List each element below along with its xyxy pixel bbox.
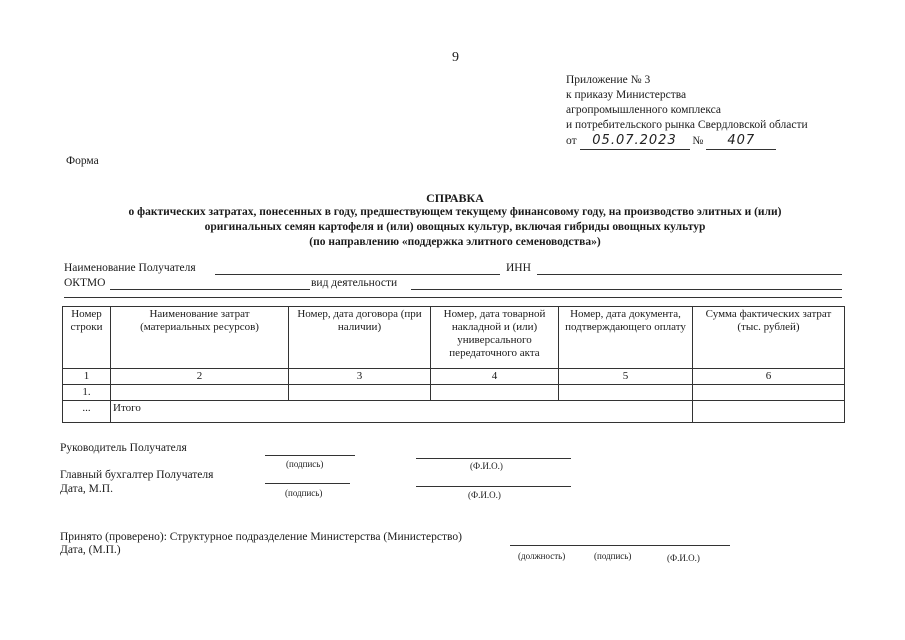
activity-line bbox=[411, 289, 842, 290]
table-total-row bbox=[63, 401, 845, 423]
oktmo-label: ОКТМО bbox=[64, 277, 106, 289]
header-payment-doc: Номер, дата документа, подтверждающего оплату bbox=[559, 307, 693, 369]
accepted-date-label: Дата, (М.П.) bbox=[60, 544, 121, 556]
row-number: 1. bbox=[63, 385, 111, 401]
accountant-fio-hint: (Ф.И.О.) bbox=[468, 490, 501, 500]
header-row-number: Номер строки bbox=[63, 307, 111, 369]
column-number: 5 bbox=[559, 369, 693, 385]
document-subtitle-line-2: оригинальных семян картофеля и (или) овощных культур, включая гибриды овощных культур bbox=[204, 221, 706, 233]
column-number: 6 bbox=[693, 369, 845, 385]
document-subtitle-line-3: (по направлению «поддержка элитного семеноводства») bbox=[309, 236, 601, 248]
document-title: СПРАВКА bbox=[426, 191, 484, 205]
page-number: 9 bbox=[452, 50, 459, 65]
recipient-name-label: Наименование Получателя bbox=[64, 262, 196, 274]
accepted-signature-hint: (подпись) bbox=[594, 551, 632, 561]
document-subtitle-line-1: о фактических затратах, понесенных в году, предшествующем текущему финансовому году, на производство элитных и (или) bbox=[128, 206, 782, 218]
column-number: 4 bbox=[431, 369, 559, 385]
inn-line bbox=[537, 274, 842, 275]
header-expense-name: Наименование затрат (материальных ресурсов) bbox=[111, 307, 289, 369]
header-sum: Сумма фактических затрат (тыс. рублей) bbox=[693, 307, 845, 369]
head-signature-hint: (подпись) bbox=[286, 459, 324, 469]
appendix-line-1: Приложение № 3 bbox=[566, 74, 651, 86]
head-fio-hint: (Ф.И.О.) bbox=[470, 461, 503, 471]
appendix-date-handwritten: 05.07.2023 bbox=[592, 133, 677, 148]
accountant-fio-line bbox=[416, 486, 571, 487]
chief-accountant-label: Главный бухгалтер Получателя bbox=[60, 469, 214, 481]
appendix-line-3: агропромышленного комплекса bbox=[566, 104, 722, 116]
column-number: 1 bbox=[63, 369, 111, 385]
head-signature-line bbox=[265, 455, 355, 456]
inn-label: ИНН bbox=[506, 262, 531, 274]
accountant-signature-line bbox=[265, 483, 350, 484]
appendix-number-prefix: № bbox=[692, 135, 704, 147]
appendix-number-handwritten: 407 bbox=[727, 133, 756, 148]
form-label: Форма bbox=[66, 155, 99, 167]
accepted-line bbox=[510, 545, 730, 546]
activity-label: вид деятельности bbox=[311, 277, 398, 289]
row-ellipsis: ... bbox=[63, 401, 111, 423]
column-number: 3 bbox=[289, 369, 431, 385]
table-header-row bbox=[63, 307, 845, 369]
accepted-label: Принято (проверено): Структурное подразделение Министерства (Министерство) bbox=[60, 531, 462, 543]
recipient-name-line bbox=[215, 274, 500, 275]
appendix-date-row bbox=[566, 133, 808, 150]
appendix-block bbox=[566, 73, 808, 150]
appendix-line-2: к приказу Министерства bbox=[566, 89, 687, 101]
oktmo-line bbox=[110, 289, 310, 290]
table-row bbox=[63, 385, 845, 401]
accountant-signature-hint: (подпись) bbox=[285, 488, 323, 498]
header-invoice: Номер, дата товарной накладной и (или) универсального передаточного акта bbox=[431, 307, 559, 369]
head-label: Руководитель Получателя bbox=[60, 442, 187, 454]
accepted-position-hint: (должность) bbox=[518, 551, 566, 561]
head-fio-line bbox=[416, 458, 571, 459]
date-mp-label: Дата, М.П. bbox=[60, 483, 113, 495]
column-number: 2 bbox=[111, 369, 289, 385]
expenses-table bbox=[62, 306, 845, 423]
separator-line bbox=[64, 297, 842, 298]
table-column-numbers-row bbox=[63, 369, 845, 385]
total-label: Итого bbox=[111, 401, 693, 423]
appendix-date-prefix: от bbox=[566, 135, 577, 147]
header-contract: Номер, дата договора (при наличии) bbox=[289, 307, 431, 369]
appendix-line-4: и потребительского рынка Свердловской области bbox=[566, 119, 808, 131]
accepted-fio-hint: (Ф.И.О.) bbox=[667, 553, 700, 563]
